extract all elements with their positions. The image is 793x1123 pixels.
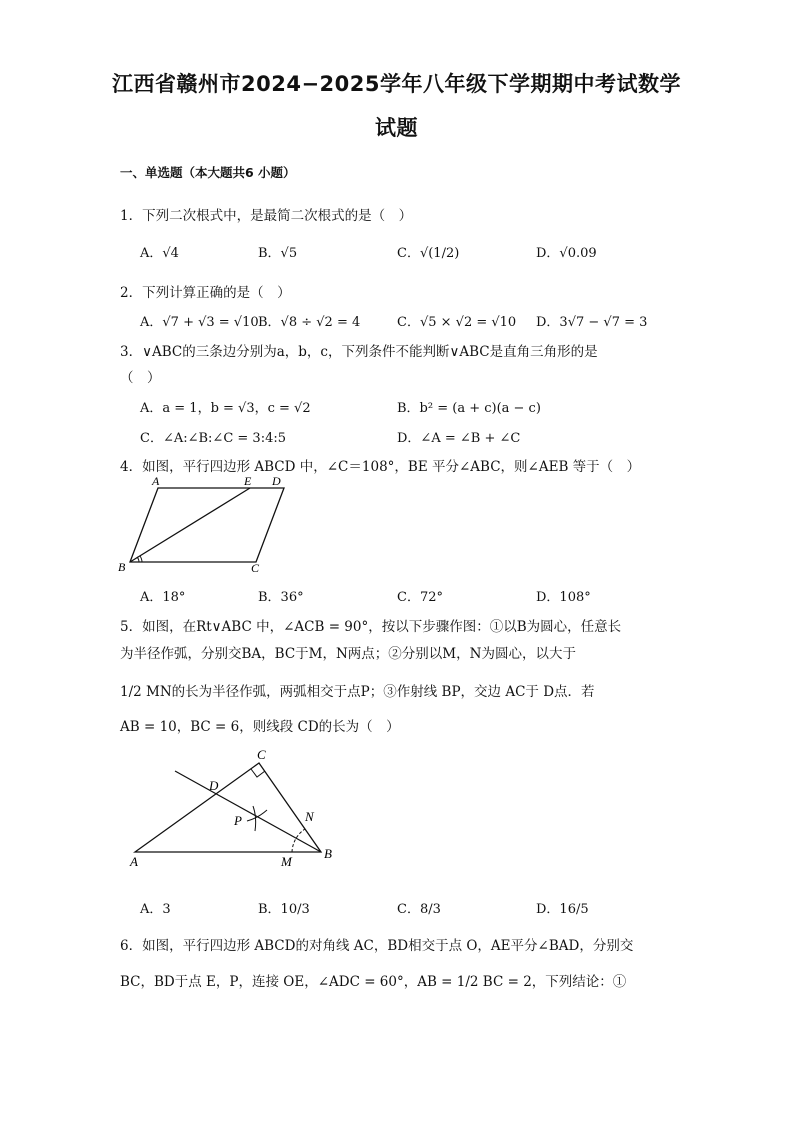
label-b: B [324, 846, 332, 861]
page-title-line-1: 江西省赣州市2024−2025学年八年级下学期期中考试数学 [112, 72, 681, 96]
ray-bp [175, 771, 321, 852]
question-4-option-a: A．18° [140, 590, 186, 605]
triangle-abc [135, 763, 321, 852]
question-3-stem-line-1: 3．∨ABC的三条边分别为a，b，c，下列条件不能判断∨ABC是直角三角形的是 [120, 344, 598, 360]
label-a: A [130, 854, 138, 869]
label-c: C [251, 561, 260, 575]
question-3-stem-line-2: （ ） [120, 370, 161, 386]
label-b: B [118, 560, 126, 574]
question-3-option-b: B．b² = (a + c)(a − c) [397, 401, 541, 416]
label-m: M [281, 854, 292, 869]
angle-b-mark [137, 557, 139, 562]
right-angle-mark [251, 769, 265, 777]
question-1-option-a: A．√4 [140, 246, 179, 261]
question-2-option-c: C．√5 × √2 = √10 [397, 315, 517, 330]
question-5-triangle-figure [125, 745, 340, 870]
question-2-stem: 2．下列计算正确的是（ ） [120, 285, 291, 301]
question-3-option-a: A．a = 1，b = √3，c = √2 [140, 401, 311, 416]
question-4-stem: 4．如图，平行四边形 ABCD 中，∠C＝108°，BE 平分∠ABC，则∠AEB 等于（ ） [120, 459, 641, 475]
question-4-option-c: C．72° [397, 590, 443, 605]
arc-p-2 [247, 810, 267, 821]
question-5-line-4: AB = 10，BC = 6，则线段 CD的长为（ ） [120, 719, 400, 735]
label-a: A [152, 476, 160, 488]
question-2-option-b: B．√8 ÷ √2 = 4 [258, 315, 361, 330]
question-4-option-d: D．108° [536, 590, 591, 605]
question-3-option-c: C．∠A:∠B:∠C = 3:4:5 [140, 431, 287, 446]
question-4-parallelogram-figure [115, 476, 305, 576]
question-4-option-b: B．36° [258, 590, 304, 605]
question-1-option-c: C．√(1/2) [397, 246, 460, 261]
question-5-option-d: D．16/5 [536, 902, 589, 917]
label-n: N [305, 809, 314, 824]
question-2-option-a: A．√7 + √3 = √10 [140, 315, 259, 330]
question-6-line-2: BC，BD于点 E，P，连接 OE，∠ADC = 60°，AB = 1/2 BC = 2，下列结论：① [120, 974, 627, 990]
question-1-option-d: D．√0.09 [536, 246, 597, 261]
question-6-line-1: 6．如图，平行四边形 ABCD的对角线 AC，BD相交于点 O，AE平分∠BAD，分别交 [120, 938, 634, 954]
segment-be [130, 488, 250, 562]
question-5-option-a: A．3 [140, 902, 171, 917]
arc-mn [292, 829, 305, 852]
section-heading: 一、单选题（本大题共6 小题） [120, 165, 296, 180]
label-d: D [209, 778, 219, 793]
question-3-option-d: D．∠A = ∠B + ∠C [397, 431, 521, 446]
question-5-line-1: 5．如图，在Rt∨ABC 中，∠ACB = 90°，按以下步骤作图：①以B为圆心，任意长 [120, 619, 622, 635]
question-1-option-b: B．√5 [258, 246, 298, 261]
question-5-option-c: C．8/3 [397, 902, 441, 917]
label-e: E [244, 476, 252, 488]
question-2-option-d: D．3√7 − √7 = 3 [536, 315, 648, 330]
question-1-stem: 1．下列二次根式中，是最简二次根式的是（ ） [120, 208, 413, 224]
angle-b-mark-2 [140, 556, 142, 562]
question-5-option-b: B．10/3 [258, 902, 310, 917]
label-d: D [272, 476, 281, 488]
question-5-line-2: 为半径作弧，分别交BA，BC于M，N两点；②分别以M，N为圆心，以大于 [120, 646, 576, 662]
label-p: P [234, 813, 242, 828]
parallelogram-abcd [130, 488, 284, 562]
page-title-line-2: 试题 [375, 116, 418, 140]
question-5-line-3: 1/2 MN的长为半径作弧，两弧相交于点P；③作射线 BP，交边 AC于 D点．若 [120, 684, 595, 700]
label-c: C [257, 747, 266, 762]
